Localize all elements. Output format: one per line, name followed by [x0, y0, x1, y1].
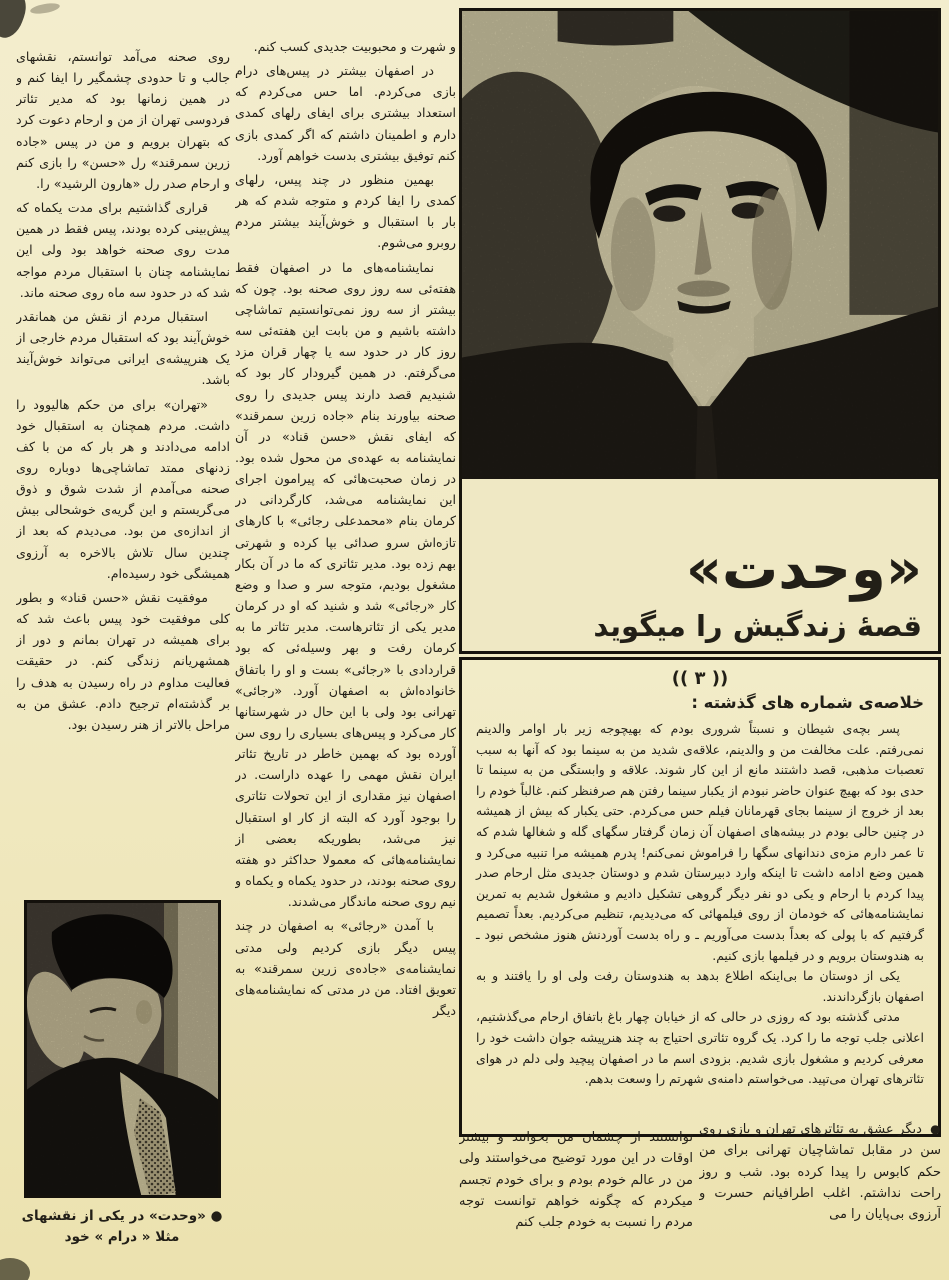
- stage-photo: [24, 900, 221, 1198]
- caption-bullet-icon: ●: [210, 1208, 223, 1224]
- paragraph: نمایشنامه‌های ما در اصفهان فقط هفته‌ئی سه روز روی صحنه بود. چون که بیشتر از سه روز نمی‌توانستیم تماشاچی داشته باشیم و من بابت این هفته‌ئی سه روز کار در حدود سه یا چهار قران مزد می‌گرفتم. در همین گیرودار کار بود که شنیدیم قصد دارند پیس جدیدی را روی صحنه بیاورند بنام «جاده زرین سمرقند» که ایفای نقش «حسن قناد» در آن نمایشنامه به عهده‌ی من محول شده بود. در زمان صحبت‌هائی که پیرامون اجرای این نمایشنامه می‌شد، کارگردانی در کرمان بنام «محمدعلی رجائی» با کارهای تازه‌اش سرو صدائی بپا کرده و شهرتی بهم زده بود. مدیر تئاتری که ما در آن بکار مشغول بودیم، متوجه سر و صدا و وضع کار «رجائی» شد و شنید که او در کرمان مدیر یکی از تئاترهاست. مدیر تئاتر ما به کرمان رفت و بهر وسیله‌ئی که بود قراردادی با «رجائی» بست و او را باتفاق خانواده‌اش به اصفهان آورد. «رجائی» تهرانی بود ولی با این حال در شهرستانها کار می‌کرد و پیس‌های بسیاری را روی سن آورده بود که بهمین خاطر در تاریخ تئاتر ایران نقش مهمی را عهده داراست. در اصفهان نیز مقداری از این تحولات تئاتری را بوجود آورد که البته از کار او استقبال نیز می‌شد، بطوریکه بعضی از نمایشنامه‌هائی که معمولا حداکثر دو هفته روی صحنه بودند، در حدود یکماه و یکماه و نیم روی صحنه ماندگار می‌شدند.: [235, 259, 456, 910]
- headline-subtitle: قصهٔ زندگیش را میگوید: [593, 609, 922, 643]
- summary-paragraph: مدتی گذشته بود که روزی در حالی که از خیابان چهار باغ باتفاق ارحام می‌گذشتیم، اعلانی جلب توجه ما را کرد. یک گروه تئاتری احتیاج به چند هنرپیشه جوان داشت خود را معرفی کردیم و مشغول بازی شدیم. بزودی اسم ما در اصفهان پیچید ولی دلم در هوای تئاترهای تهران می‌تپید. می‌خواستم دامنه‌ی شهرتم را وسعت بدهم.: [476, 1009, 924, 1087]
- portrait-photo: [462, 11, 938, 479]
- article-column-middle: [235, 36, 456, 1276]
- paragraph: قراری گذاشتیم برای مدت یکماه که پیش‌بینی کرده بودند، پیس فقط در همین مدت روی صحنه خواهد بود ولی این نمایشنامه چنان با استقبال مردم مواجه شد که در حدود سه ماه روی صحنه ماند.: [16, 200, 230, 300]
- portrait-frame: [459, 8, 941, 654]
- paragraph: بهمین منظور در چند پیس، رلهای کمدی را ایفا کردم و متوجه شدم که هر بار با استقبال و خوش‌آیند بیشتر مردم روبرو می‌شوم.: [235, 171, 456, 251]
- paragraph: روی صحنه می‌آمد توانستم، نقشهای جالب و تا حدودی چشمگیر را ایفا کنم و در همین زمانها بود که مدیر تئاتر فردوسی تهران از من و ارحام دعوت کرد که بتهران برویم و من در پیس «جاده زرین سمرقند» رل «حسن» را بازی کنم و ارحام صدر رل «هارون الرشید» را.: [16, 49, 230, 191]
- continuation-text: توانستند از چشمان من بخوانند و بیشتر اوقات در این مورد توضیح می‌خواستند ولی من در عالم خودم بودم و برای خودم تجسم میکردم که چگونه خواهم توانست توجه مردم را نسبت به خودم جلب کنم: [459, 1130, 693, 1231]
- headline-block: [472, 539, 922, 643]
- paragraph: موفقیت نقش «حسن قناد» و بطور کلی موفقیت خود پیس باعث شد که برای همیشه در تهران بمانم و دور از همشهریانم زندگی کنم. در حقیقت فعالیت مداوم در راه رسیدن به هدف را بر گذشته‌ام ترجیح دادم. عشق من به مراحل بالاتر از هنر رسیدن بود.: [16, 589, 230, 732]
- caption-line-1: [10, 1206, 234, 1227]
- summary-paragraph: یکی از دوستان ما بی‌اینکه اطلاع بدهد به هندوستان رفت ولی او را یافتند و به اصفهان بازگرداندند.: [476, 968, 924, 1004]
- paragraph: استقبال مردم از نقش من همانقدر خوش‌آیند بود که استقبال مردم خارجی از یک هنرپیشه‌ی ایرانی می‌تواند خوش‌آیند باشد.: [16, 308, 230, 388]
- headline-title: «وحدت»: [685, 537, 922, 603]
- paragraph: و شهرت و محبوبیت جدیدی کسب کنم.: [253, 39, 456, 54]
- caption-line-2: مثلا « درام » خود: [64, 1228, 180, 1245]
- paragraph: با آمدن «رجائی» به اصفهان در چند پیس دیگر بازی کردیم ولی مدتی نمایشنامه‌ی «جاده‌ی زرین سمرقند» به تعویق افتاد. من در مدتی که نمایشنامه‌های دیگر: [235, 918, 456, 1019]
- paragraph: «تهران» برای من حکم هالیوود را داشت. مردم همچنان به استقبال خود ادامه می‌دادند و هر بار که من با کف زدنهای ممتد تماشاچی‌ها دوباره روی صحنه می‌آمدم از شدت شوق و ذوق می‌گریستم و این گریه‌ی خوشحالی بیش از اندازه‌ی من بود. می‌دیدم که بعد از چندین سال تلاش بالاخره به آرزوی همیشگی خود رسیده‌ام.: [16, 396, 230, 581]
- summary-heading: خلاصه‌ی شماره های گذشته :: [691, 693, 924, 712]
- continuation-column-right: [699, 1119, 941, 1274]
- paragraph: در اصفهان بیشتر در پیس‌های درام بازی می‌کردم. اما حس می‌کردم که استعداد بیشتری برای ایفای رلهای کمدی دارم و اطمینان داشتم که اگر کمدی بازی کنم توفیق بیشتری بدست خواهم آورد.: [235, 63, 456, 163]
- summary-paragraph: پسر بچه‌ی شیطان و نسبتاً شروری بودم که بهیچوجه زیر بار اوامر والدینم نمی‌رفتم. علت مخالفت من و والدینم، علاقه‌ی شدید من به سینما بود که آنها به سبب تعصبات مذهبی، قصد داشتند مانع از این کار شوند. علاقه و وابستگی من به سینما تا حدی بود که بهیچ عنوان حاضر نبودم از یکبار سینما رفتن هم صرفنظر کنم. غالباً خودم را بعد از خروج از سینما بجای قهرمانان فیلم حس می‌کردم. حتی یکبار که بیش از همیشه در چنین حالی بودم در بیشه‌های اصفهان آن زمان گرفتار سگهای گله و شغالها شدم که تا عمر دارم مزه‌ی دندانهای سگها را فراموش نمی‌کنم! پدرم همیشه مرا تنبیه می‌کرد و همین وضع ادامه داشت تا اینکه وارد دبیرستان شدم و دوستان جدیدی مثل ارحام صدر پیدا کردم با ارحام و یکی دو نفر دیگر گروهی تشکیل دادیم و مشغول شدیم به تمرین نمایشنامه‌هائی که خودمان از روی فیلمهائی که می‌دیدیم، تنظیم می‌کردیم. بعداً تصمیم گرفتیم که با پولی که بعداً بدست می‌آوریم ـ و راه بدست آوردنش هنوز مشخص نبود ـ به هندوستان برویم و در فیلمها بازی کنیم.: [476, 721, 924, 963]
- summary-box: [459, 657, 941, 1137]
- scan-smudge-top-left: [0, 0, 31, 42]
- continuation-text: دیگر عشق به تئاترهای تهران و بازی روی سن در مقابل تماشاچیان تهرانی برای من حکم کابوس را پیدا کرده بود. شب و روز راحت نداشتم. اغلب اطرافیانم حسرت و آرزوی بی‌پایان را می: [699, 1122, 941, 1223]
- bullet-icon: ●: [930, 1122, 941, 1136]
- summary-issue-number: (( ۳ )): [671, 668, 729, 689]
- scan-smudge-bottom-left: [0, 1258, 30, 1280]
- caption-text-1: «وحدت» در یکی از نقشهای: [21, 1208, 211, 1224]
- photo-caption: [10, 1206, 234, 1248]
- scan-smudge-top-left-2: [29, 1, 60, 15]
- article-column-left: [16, 46, 230, 894]
- continuation-column-middle: [459, 1127, 693, 1273]
